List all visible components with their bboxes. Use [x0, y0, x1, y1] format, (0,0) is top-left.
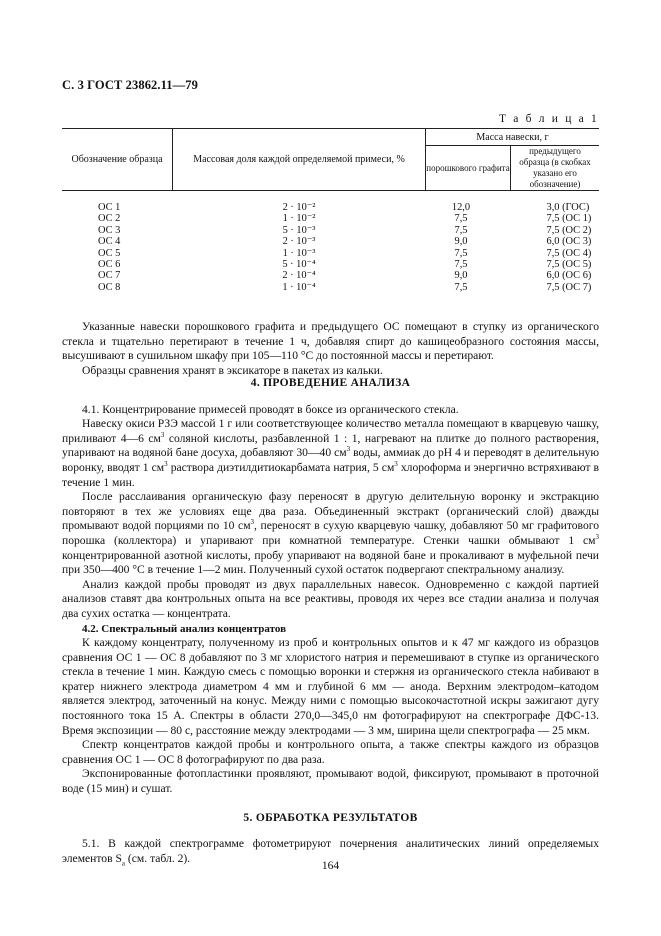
table-row [62, 236, 599, 247]
cell-previous: 6,0 (ОС 6) [546, 270, 592, 282]
cell-previous: 3,0 (ГОС) [546, 202, 590, 213]
paragraph: Образцы сравнения хранят в эксикаторе в пакетах из кальки. [82, 363, 383, 377]
table-row [62, 259, 599, 270]
cell-previous: 7,5 (ОС 4) [546, 247, 592, 259]
paragraph: 4.1. Концентрирование примесей проводят в боксе из органического стекла. [82, 402, 459, 416]
cell-previous: 6,0 (ОС 3) [546, 236, 592, 248]
col-header-fraction: Массовая доля каждой определяемой примеси, % [173, 129, 426, 191]
cell-fraction: 5 · 10⁻³ [282, 224, 316, 236]
col-header-previous: предыдущего образца (в скобках указано его обозначение) [511, 146, 600, 191]
col-header-graphite: порошкового графита [426, 146, 511, 191]
section-4 [62, 376, 599, 866]
cell-name: ОС 7 [98, 270, 121, 282]
paragraph: Анализ каждой пробы проводят из двух параллельных навесок. Одновременно с каждой партией анализов ставят два контрольных опыта на все реактивы, проводя их через все стадии анализа и получая два сухих остатка — концентрата. [62, 577, 599, 620]
table-row [62, 248, 599, 259]
table-row [62, 225, 599, 236]
cell-graphite: 9,0 [454, 236, 468, 248]
page-number: 164 [321, 860, 340, 872]
section-title: 4. ПРОВЕДЕНИЕ АНАЛИЗА [250, 377, 411, 389]
cell-previous: 7,5 (ОС 7) [546, 281, 592, 293]
cell-graphite: 12,0 [451, 202, 471, 213]
paragraph: Навеску окиси РЗЭ массой 1 г или соответствующее количество металла помещают в кварцевую чашку, приливают 4—6 $см^3$ соляной кислоты, разбавленной 1 : 1, нагревают на плитке до полного растворения, упаривают на водяной бане досуха, добавляют 30—40 $см^3$ воды, аммиак до pH 4 и переводят в делительную воронку, вводят 1 $см^3$ раствора диэтилдитиокарбамата натрия, 5 $см^3$ хлороформа и энергично встряхивают в течение 1 мин. [62, 417, 600, 489]
cell-name: ОС 1 [98, 202, 121, 213]
paragraph: 5.1. В каждой спектрограмме фотометрируют почернения аналитических линий определяемых элементов $S_a$ (см. табл. 2). [62, 837, 599, 868]
cell-name: ОС 4 [98, 236, 121, 248]
table-row [62, 213, 599, 224]
cell-fraction: 1 · 10⁻² [282, 213, 316, 225]
cell-graphite: 7,5 [454, 247, 468, 259]
cell-graphite: 7,5 [454, 213, 468, 225]
section-title: 5. ОБРАБОТКА РЕЗУЛЬТАТОВ [243, 811, 418, 824]
table-1 [62, 128, 599, 293]
cell-name: ОС 6 [98, 259, 121, 271]
cell-fraction: 2 · 10⁻⁴ [282, 270, 316, 282]
cell-name: ОС 8 [98, 281, 121, 293]
table-caption: Т а б л и ц а 1 [498, 113, 599, 125]
cell-fraction: 5 · 10⁻⁴ [282, 259, 316, 271]
cell-fraction: 2 · 10⁻² [282, 202, 316, 213]
paragraph: Указанные навески порошкового графита и предыдущего ОС помещают в ступку из органического стекла и тщательно перетирают в течение 1 ч, добавляя спирт до кашицеобразного состояния массы, высушивают в сушильном шкафу при 105—110 °С до постоянной массы и перетирают. [62, 320, 599, 363]
paragraph: Экспонированные фотопластинки проявляют, промывают водой, фиксируют, промывают в проточной воде (15 мин) и сушат. [62, 767, 599, 796]
cell-graphite: 7,5 [454, 259, 468, 271]
table-row [62, 270, 599, 281]
table-row [62, 191, 599, 214]
page-header: С. 3 ГОСТ 23862.11—79 [62, 78, 198, 92]
cell-graphite: 9,0 [454, 270, 468, 282]
cell-name: ОС 2 [98, 213, 121, 225]
cell-name: ОС 3 [98, 224, 121, 236]
paragraph: К каждому концентрату, полученному из проб и контрольных опытов и к 47 мг каждого из образцов сравнения ОС 1 — ОС 8 добавляют по 3 мг хлористого натрия и перемешивают в ступке из органического стекла в течение 1 мин. Каждую смесь с помощью воронки и стержня из органического стекла набивают в кратер нижнего электрода диаметром 4 мм и глубиной 6 мм — анода. Верхним электродом–катодом является электрод, заточенный на конус. Между ними с помощью высокочастотной искры зажигают дугу постоянного тока 15 А. Спектры в области 270,0—345,0 нм фотографируют на спектрографе ДФС-13. Время экспозиции — 80 с, расстояние между электродами — 3 мм, ширина щели спектрографа — 25 мкм. [62, 636, 599, 737]
cell-previous: 7,5 (ОС 2) [546, 224, 592, 236]
table-row [62, 282, 599, 293]
subsection-title: 4.2. Спектральный анализ концентратов [82, 622, 287, 635]
cell-fraction: 2 · 10⁻³ [282, 236, 316, 248]
cell-fraction: 1 · 10⁻⁴ [282, 281, 316, 293]
cell-name: ОС 5 [98, 247, 121, 259]
cell-previous: 7,5 (ОС 1) [546, 213, 592, 225]
paragraph: После расслаивания органическую фазу переносят в другую делительную воронку и экстракцию повторяют в тех же условиях еще два раза. Объединенный экстракт (органический слой) дважды промывают водой порциями по 10 $см^3$, переносят в сухую кварцевую чашку, добавляют 50 мг графитового порошка (коллектора) и упаривают при комнатной температуре. Стенки чашки обмывают 1 $см^3$ концентрированной азотной кислоты, пробу упаривают на водяной бане и прокаливают в муфельной печи при 350—400 °С в течение 1—2 мин. Полученный сухой остаток подвергают спектральному анализу. [62, 490, 599, 577]
cell-graphite: 7,5 [454, 224, 468, 236]
cell-fraction: 1 · 10⁻³ [282, 247, 316, 259]
col-header-name: Обозначение образца [62, 129, 173, 191]
table-body [62, 191, 599, 294]
col-header-mass-group: Масса навески, г [426, 129, 600, 146]
paragraph: Спектр концентратов каждой пробы и контрольного опыта, а также спектры каждого из образцов сравнения ОС 1 — ОС 8 фотографируют по два раза. [62, 738, 599, 766]
cell-graphite: 7,5 [454, 281, 468, 293]
cell-previous: 7,5 (ОС 5) [546, 259, 592, 271]
after-table-block [62, 320, 599, 378]
